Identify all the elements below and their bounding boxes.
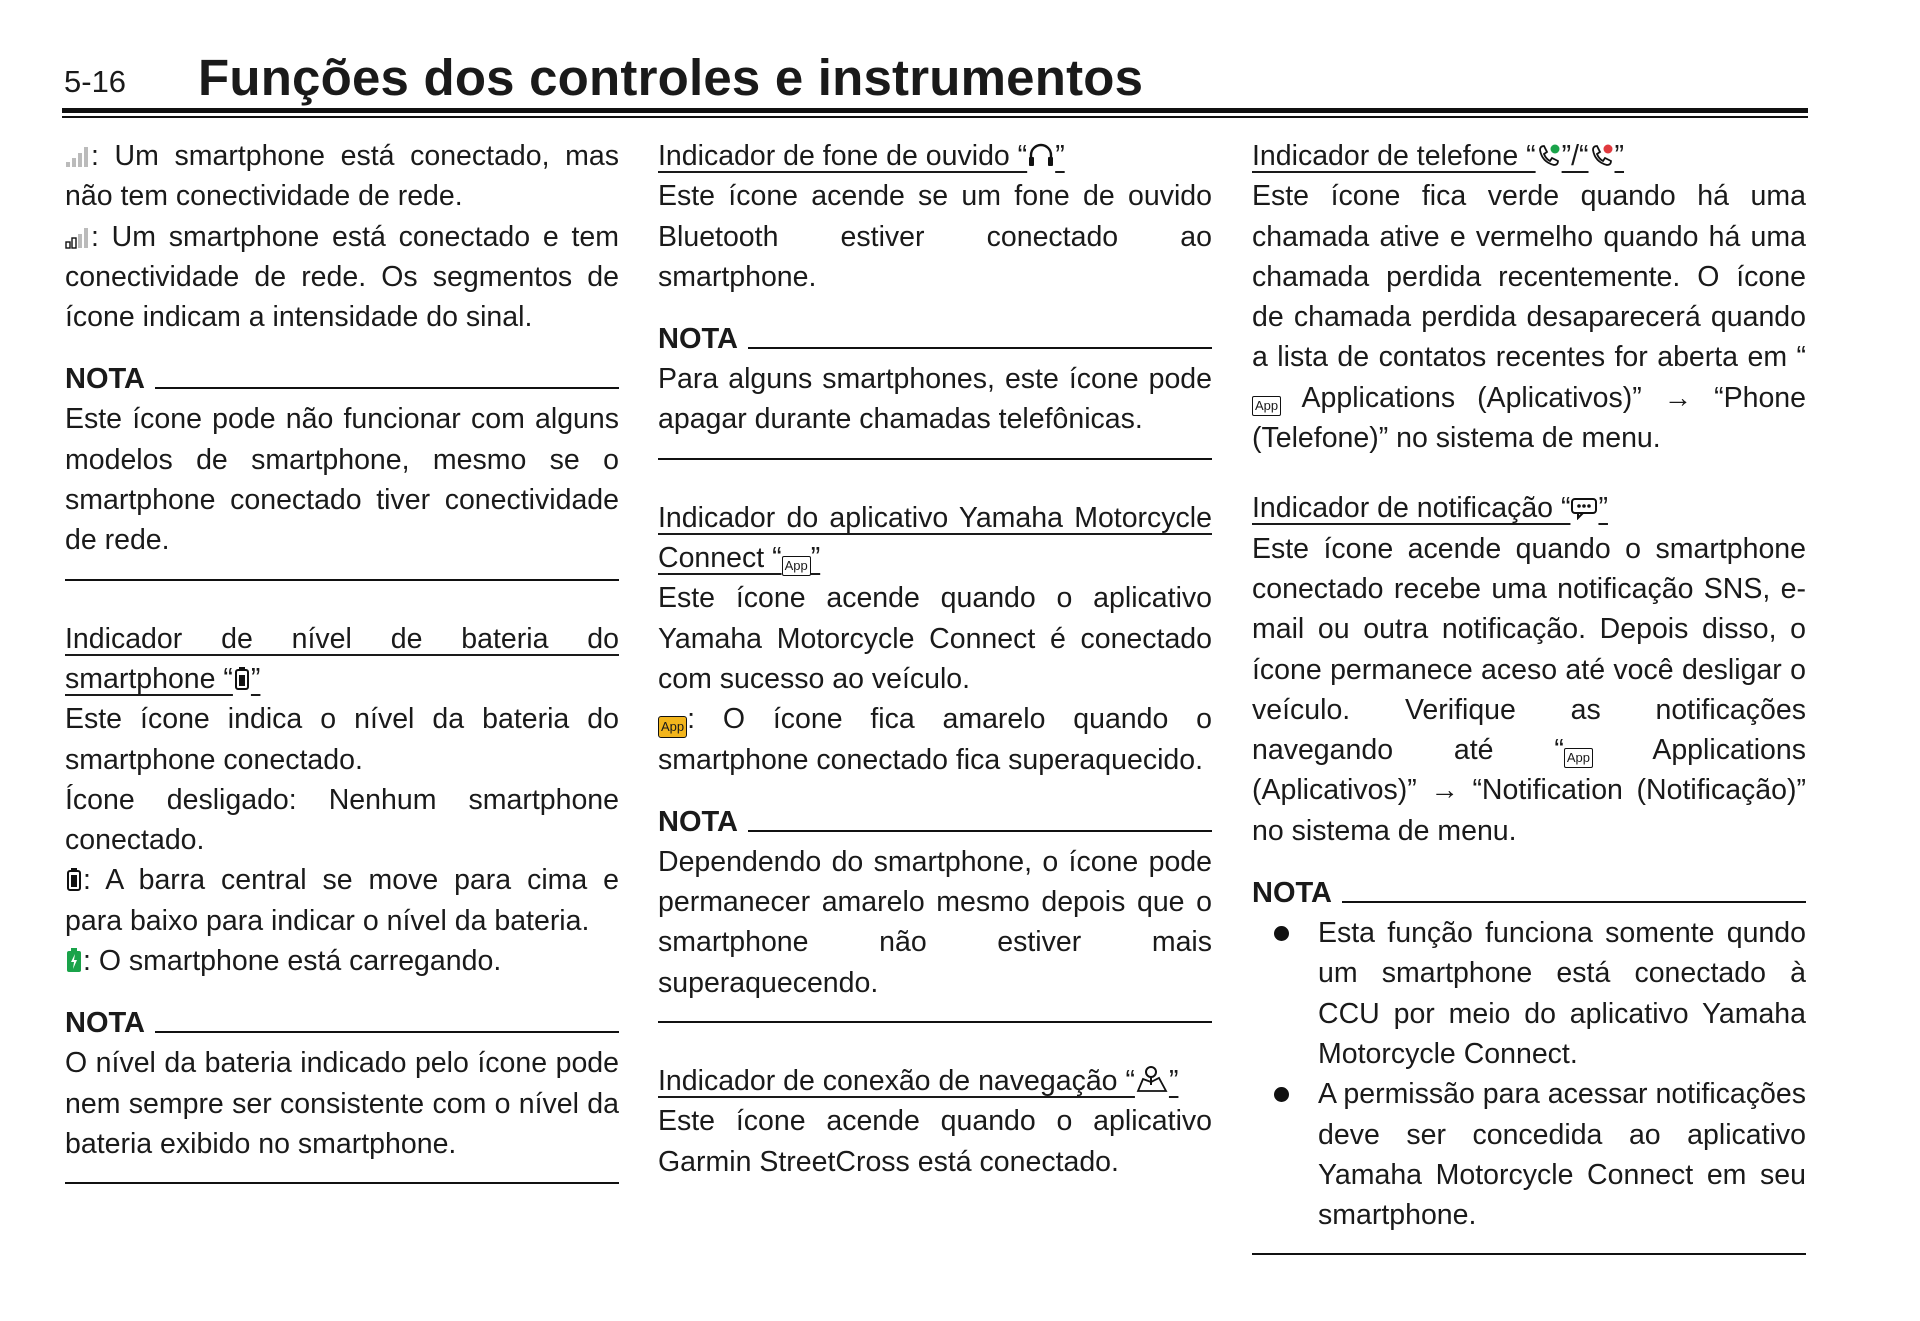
- nota-text: Para alguns smartphones, este ícone pode apagar durante chamadas telefônicas.: [658, 363, 1212, 436]
- app-heading: [658, 498, 1212, 579]
- notification-message-icon: [1570, 496, 1598, 520]
- nota-label: NOTA: [658, 322, 739, 355]
- nota-heading: [65, 355, 619, 399]
- app-yellow-icon: App: [658, 716, 687, 738]
- text: Este ícone acende quando o smartphone conectado recebe uma notificação SNS, e-mail ou outra notificação. Depois disso, o ícone permanece aceso até você desligar o veículo. Verifique as notificações navegando até “: [1252, 532, 1806, 767]
- text: : Um smartphone está conectado, mas não tem conectividade de rede.: [65, 140, 619, 213]
- text: ”: [810, 542, 821, 575]
- text: ”: [1168, 1065, 1179, 1098]
- signal-gray-icon: [65, 144, 91, 168]
- navigation-text: Este ícone acende quando o aplicativo Garmin StreetCross está conectado.: [658, 1105, 1212, 1178]
- nota-heading: [658, 315, 1212, 359]
- nota-label: NOTA: [65, 1007, 146, 1040]
- notification-heading: [1252, 488, 1806, 528]
- navigation-map-icon: [1135, 1065, 1169, 1093]
- divider: [1252, 1253, 1806, 1255]
- text: Indicador de telefone “: [1252, 140, 1536, 172]
- battery-heading: [65, 619, 619, 700]
- nota-heading: [658, 798, 1212, 842]
- battery-icon: [233, 665, 251, 691]
- text: A permissão para acessar notificações deve ser concedida ao aplicativo Yamaha Motorcycle Connect em seu smartphone.: [1318, 1078, 1806, 1232]
- app-yellow-text: [658, 699, 1212, 780]
- signal-network: [65, 217, 619, 338]
- signal-bars-icon: [65, 225, 91, 249]
- divider: [65, 1182, 619, 1184]
- text: ”: [250, 662, 261, 695]
- signal-no-network: [65, 136, 619, 217]
- page-title: Funções dos controles e instrumentos: [198, 49, 1144, 106]
- text: ”: [1614, 140, 1625, 172]
- text: : O ícone fica amarelo quando o smartphone conectado fica superaquecido.: [658, 703, 1212, 776]
- nota-heading: [65, 999, 619, 1043]
- text: : A barra central se move para cima e para baixo para indicar o nível da bateria.: [65, 864, 619, 937]
- list-item: [1252, 913, 1806, 1074]
- title-rule-thin: [62, 116, 1808, 118]
- text: Indicador do aplicativo Yamaha Motorcycle Connect “: [658, 501, 1212, 575]
- headphone-icon: [1027, 142, 1055, 168]
- nota-bullet-list: [1252, 913, 1806, 1235]
- nota-text: Dependendo do smartphone, o ícone pode permanecer amarelo mesmo depois que o smartphone não estiver mais superaquecendo.: [658, 845, 1212, 999]
- page-number: 5-16: [64, 64, 127, 99]
- nota-label: NOTA: [658, 805, 739, 838]
- nota-label: NOTA: [1252, 876, 1333, 909]
- phone-red-icon: [1589, 142, 1615, 168]
- app-icon: App: [1564, 748, 1593, 768]
- battery-off-text: Ícone desligado: Nenhum smartphone conectado.: [65, 783, 619, 857]
- app-text: Este ícone acende quando o aplicativo Yamaha Motorcycle Connect é conectado com sucesso ao veículo.: [658, 582, 1212, 695]
- battery-text: Este ícone indica o nível da bateria do smartphone conectado.: [65, 703, 619, 776]
- notification-text: [1252, 529, 1806, 851]
- battery-icon: [65, 866, 83, 892]
- text: Applications (Aplicativos)” → “Notification (Notificação)” no sistema de menu.: [1252, 734, 1806, 847]
- column-2: [658, 136, 1212, 1182]
- phone-green-icon: [1536, 142, 1562, 168]
- nota-text: Este ícone pode não funcionar com alguns modelos de smartphone, mesmo se o smartphone conectado tiver conectividade de rede.: [65, 403, 619, 557]
- phone-heading: [1252, 136, 1806, 176]
- column-1: [65, 136, 619, 1184]
- battery-level-text: [65, 860, 619, 941]
- column-3: [1252, 136, 1806, 1255]
- navigation-heading: [658, 1061, 1212, 1101]
- nota-text: O nível da bateria indicado pelo ícone pode nem sempre ser consistente com o nível da bateria exibido no smartphone.: [65, 1047, 619, 1160]
- text: Indicador de fone de ouvido “: [658, 140, 1028, 172]
- text: ”/“: [1561, 140, 1589, 172]
- nota-label: NOTA: [65, 363, 146, 396]
- phone-text: [1252, 176, 1806, 458]
- battery-charging-text: [65, 941, 619, 981]
- text: : Um smartphone está conectado e tem conectividade de rede. Os segmentos de ícone indicam a intensidade do sinal.: [65, 220, 619, 334]
- text: ”: [1055, 140, 1065, 172]
- text: Indicador de nível de bateria do smartphone “: [65, 622, 619, 695]
- nota-heading: [1252, 869, 1806, 913]
- app-icon: App: [782, 556, 811, 576]
- headphone-text: Este ícone acende se um fone de ouvido Bluetooth estiver conectado ao smartphone.: [658, 180, 1212, 293]
- list-item: [1252, 1074, 1806, 1235]
- headphone-heading: [658, 136, 1212, 176]
- text: : O smartphone está carregando.: [83, 945, 502, 978]
- text: Indicador de notificação “: [1252, 492, 1571, 525]
- text: Indicador de conexão de navegação “: [658, 1065, 1135, 1098]
- app-icon: App: [1252, 396, 1281, 416]
- text: Esta função funciona somente qundo um smartphone está conectado à CCU por meio do aplicativo Yamaha Motorcycle Connect.: [1318, 917, 1806, 1070]
- title-rule: [62, 108, 1808, 113]
- text: Este ícone fica verde quando há uma chamada ative e vermelho quando há uma chamada perdida recentemente. O ícone de chamada perdida desaparecerá quando a lista de contatos recentes for aberta em “: [1252, 180, 1806, 374]
- text: ”: [1598, 492, 1608, 525]
- text: Applications (Aplicativos)” → “Phone (Telefone)” no sistema de menu.: [1252, 381, 1806, 455]
- battery-charging-icon: [65, 947, 83, 973]
